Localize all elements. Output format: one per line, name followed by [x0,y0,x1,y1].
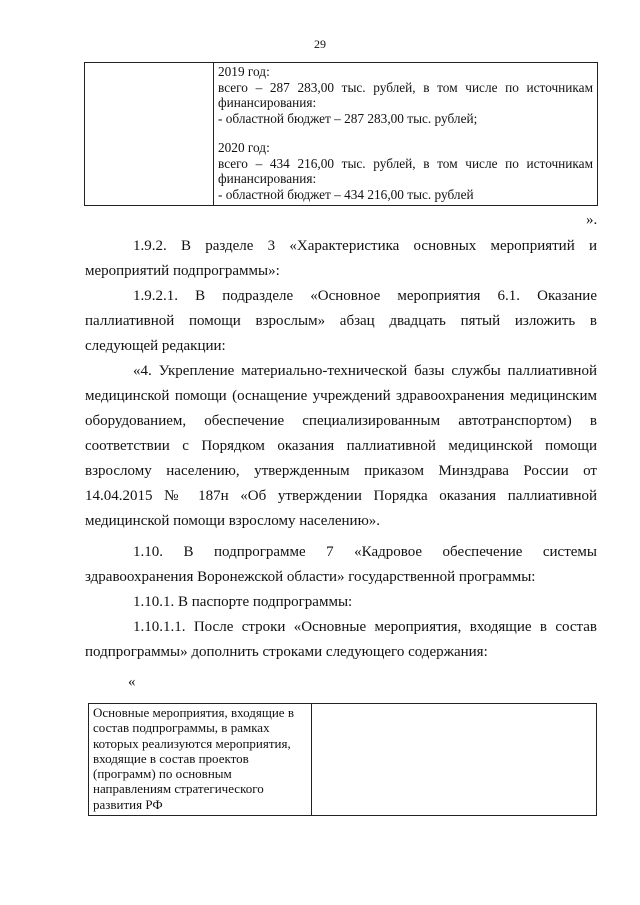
paragraph-1-9-2-1: 1.9.2.1. В подразделе «Основное мероприятия 6.1. Оказание паллиативной помощи взрослым» абзац двадцать пятый изложить в следующей редакции: [85,288,597,354]
measures-table [88,703,597,816]
funding-year-2020 [218,140,593,202]
funding-year-label: 2019 год: [218,64,270,79]
opening-quote: « [128,674,136,690]
paragraph-1-10-1: 1.10.1. В паспорте подпрограммы: [133,594,353,610]
measures-value-cell [312,704,597,816]
funding-total: всего – 434 216,00 тыс. рублей, в том числе по источникам финансирования: [218,155,593,186]
funding-table [84,62,598,206]
paragraph-1-9-2: 1.9.2. В разделе 3 «Характеристика основных мероприятий и мероприятий подпрограммы»: [85,238,597,279]
funding-source: - областной бюджет – 287 283,00 тыс. рублей; [218,110,478,126]
funding-year-2019 [218,64,593,126]
measures-label-cell: Основные мероприятия, входящие в состав подпрограммы, в рамках которых реализуются мероприятия, входящие в состав проектов (программ) по основным направлениям стратегического развития РФ [89,704,312,816]
funding-year-label: 2020 год: [218,140,270,155]
table-row [89,704,597,816]
funding-source: - областной бюджет – 434 216,00 тыс. рублей [218,186,474,202]
closing-quote: ». [586,212,598,228]
table-cell-empty [85,63,214,206]
page-number: 29 [314,37,326,51]
paragraph-1-10-1-1: 1.10.1.1. После строки «Основные мероприятия, входящие в состав подпрограммы» дополнить строками следующего содержания: [85,619,597,660]
paragraph-item-4: «4. Укрепление материально-технической базы службы паллиативной медицинской помощи (оснащение учреждений здравоохранения медицинским оборудованием, обеспечение специализированным автотранспортом) в соответствии с Порядком оказания паллиативной медицинской помощи взрослому населению, утвержденным приказом Минздрава России от 14.04.2015 № 187н «Об утверждении Порядка оказания паллиативной медицинской помощи взрослому населению». [85,363,597,529]
funding-total: всего – 287 283,00 тыс. рублей, в том числе по источникам финансирования: [218,79,593,110]
table-row [85,63,598,206]
funding-cell [214,63,598,206]
paragraph-1-10: 1.10. В подпрограмме 7 «Кадровое обеспечение системы здравоохранения Воронежской области» государственной программы: [85,544,597,585]
